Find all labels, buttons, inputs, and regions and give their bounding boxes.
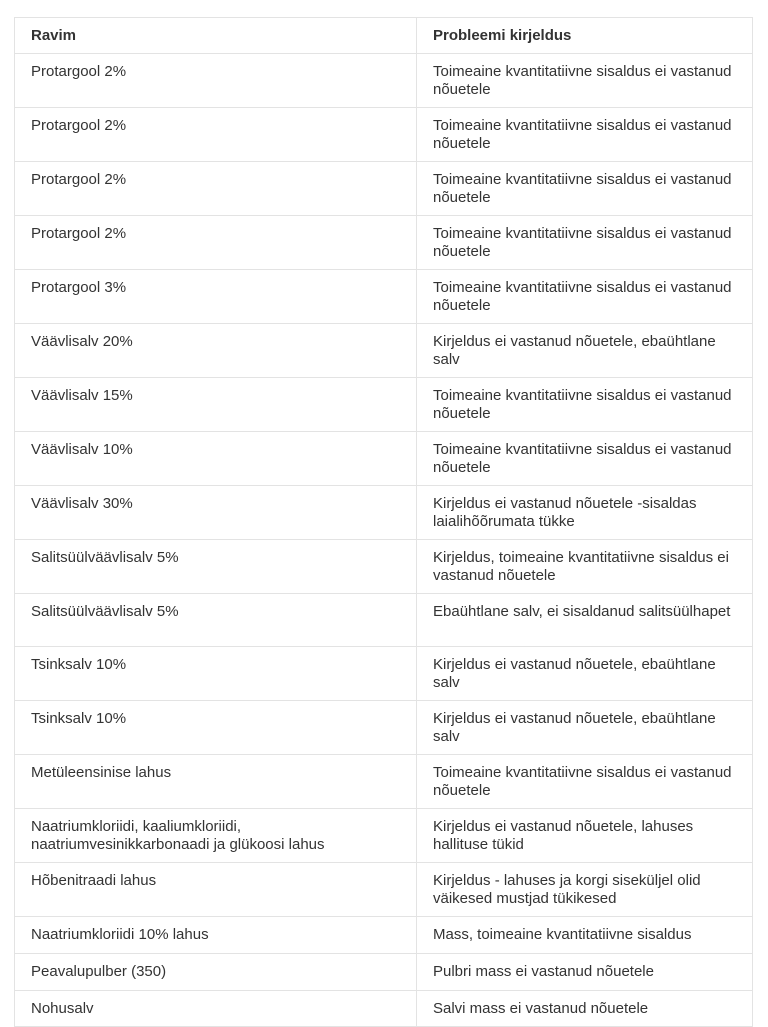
problem-cell: Toimeaine kvantitatiivne sisaldus ei vastanud nõuetele [417, 108, 753, 162]
table-row [15, 755, 753, 809]
problem-cell: Pulbri mass ei vastanud nõuetele [417, 954, 753, 991]
table-row [15, 991, 753, 1027]
drug-cell: Tsinksalv 10% [15, 701, 417, 755]
drug-cell: Protargool 2% [15, 108, 417, 162]
drug-problems-table-container [14, 17, 752, 1027]
table-row [15, 324, 753, 378]
problem-cell: Kirjeldus ei vastanud nõuetele, ebaühtlane salv [417, 324, 753, 378]
table-row [15, 809, 753, 863]
drug-cell: Naatriumkloriidi, kaaliumkloriidi, naatriumvesinikkarbonaadi ja glükoosi lahus [15, 809, 417, 863]
table-row [15, 216, 753, 270]
table-row [15, 432, 753, 486]
problem-cell: Toimeaine kvantitatiivne sisaldus ei vastanud nõuetele [417, 755, 753, 809]
drug-cell: Tsinksalv 10% [15, 647, 417, 701]
table-row [15, 108, 753, 162]
drug-cell: Protargool 2% [15, 162, 417, 216]
problem-cell: Toimeaine kvantitatiivne sisaldus ei vastanud nõuetele [417, 378, 753, 432]
table-row [15, 54, 753, 108]
problem-cell: Salvi mass ei vastanud nõuetele [417, 991, 753, 1027]
column-header-problem: Probleemi kirjeldus [417, 18, 753, 54]
drug-problems-table [14, 17, 753, 1027]
drug-cell: Nohusalv [15, 991, 417, 1027]
table-row [15, 540, 753, 594]
drug-cell: Protargool 3% [15, 270, 417, 324]
drug-cell: Väävlisalv 20% [15, 324, 417, 378]
problem-cell: Kirjeldus - lahuses ja korgi siseküljel olid väikesed mustjad tükikesed [417, 863, 753, 917]
drug-cell: Protargool 2% [15, 216, 417, 270]
table-row [15, 378, 753, 432]
problem-cell: Toimeaine kvantitatiivne sisaldus ei vastanud nõuetele [417, 270, 753, 324]
table-row [15, 486, 753, 540]
table-row [15, 162, 753, 216]
problem-cell: Toimeaine kvantitatiivne sisaldus ei vastanud nõuetele [417, 216, 753, 270]
problem-cell: Toimeaine kvantitatiivne sisaldus ei vastanud nõuetele [417, 162, 753, 216]
drug-cell: Hõbenitraadi lahus [15, 863, 417, 917]
drug-cell: Väävlisalv 10% [15, 432, 417, 486]
problem-cell: Mass, toimeaine kvantitatiivne sisaldus [417, 917, 753, 954]
problem-cell: Kirjeldus ei vastanud nõuetele, ebaühtlane salv [417, 647, 753, 701]
drug-cell: Salitsüülväävlisalv 5% [15, 594, 417, 647]
table-row [15, 863, 753, 917]
drug-cell: Naatriumkloriidi 10% lahus [15, 917, 417, 954]
problem-cell: Toimeaine kvantitatiivne sisaldus ei vastanud nõuetele [417, 432, 753, 486]
table-row [15, 594, 753, 647]
problem-cell: Toimeaine kvantitatiivne sisaldus ei vastanud nõuetele [417, 54, 753, 108]
problem-cell: Kirjeldus ei vastanud nõuetele -sisaldas laialihõõrumata tükke [417, 486, 753, 540]
drug-cell: Väävlisalv 30% [15, 486, 417, 540]
drug-cell: Metüleensinise lahus [15, 755, 417, 809]
drug-cell: Peavalupulber (350) [15, 954, 417, 991]
table-header-row [15, 18, 753, 54]
drug-cell: Salitsüülväävlisalv 5% [15, 540, 417, 594]
drug-cell: Väävlisalv 15% [15, 378, 417, 432]
table-row [15, 917, 753, 954]
table-row [15, 954, 753, 991]
problem-cell: Kirjeldus ei vastanud nõuetele, ebaühtlane salv [417, 701, 753, 755]
problem-cell: Kirjeldus, toimeaine kvantitatiivne sisaldus ei vastanud nõuetele [417, 540, 753, 594]
drug-cell: Protargool 2% [15, 54, 417, 108]
problem-cell: Ebaühtlane salv, ei sisaldanud salitsüülhapet [417, 594, 753, 647]
table-row [15, 270, 753, 324]
table-row [15, 647, 753, 701]
column-header-drug: Ravim [15, 18, 417, 54]
problem-cell: Kirjeldus ei vastanud nõuetele, lahuses hallituse tükid [417, 809, 753, 863]
table-row [15, 701, 753, 755]
